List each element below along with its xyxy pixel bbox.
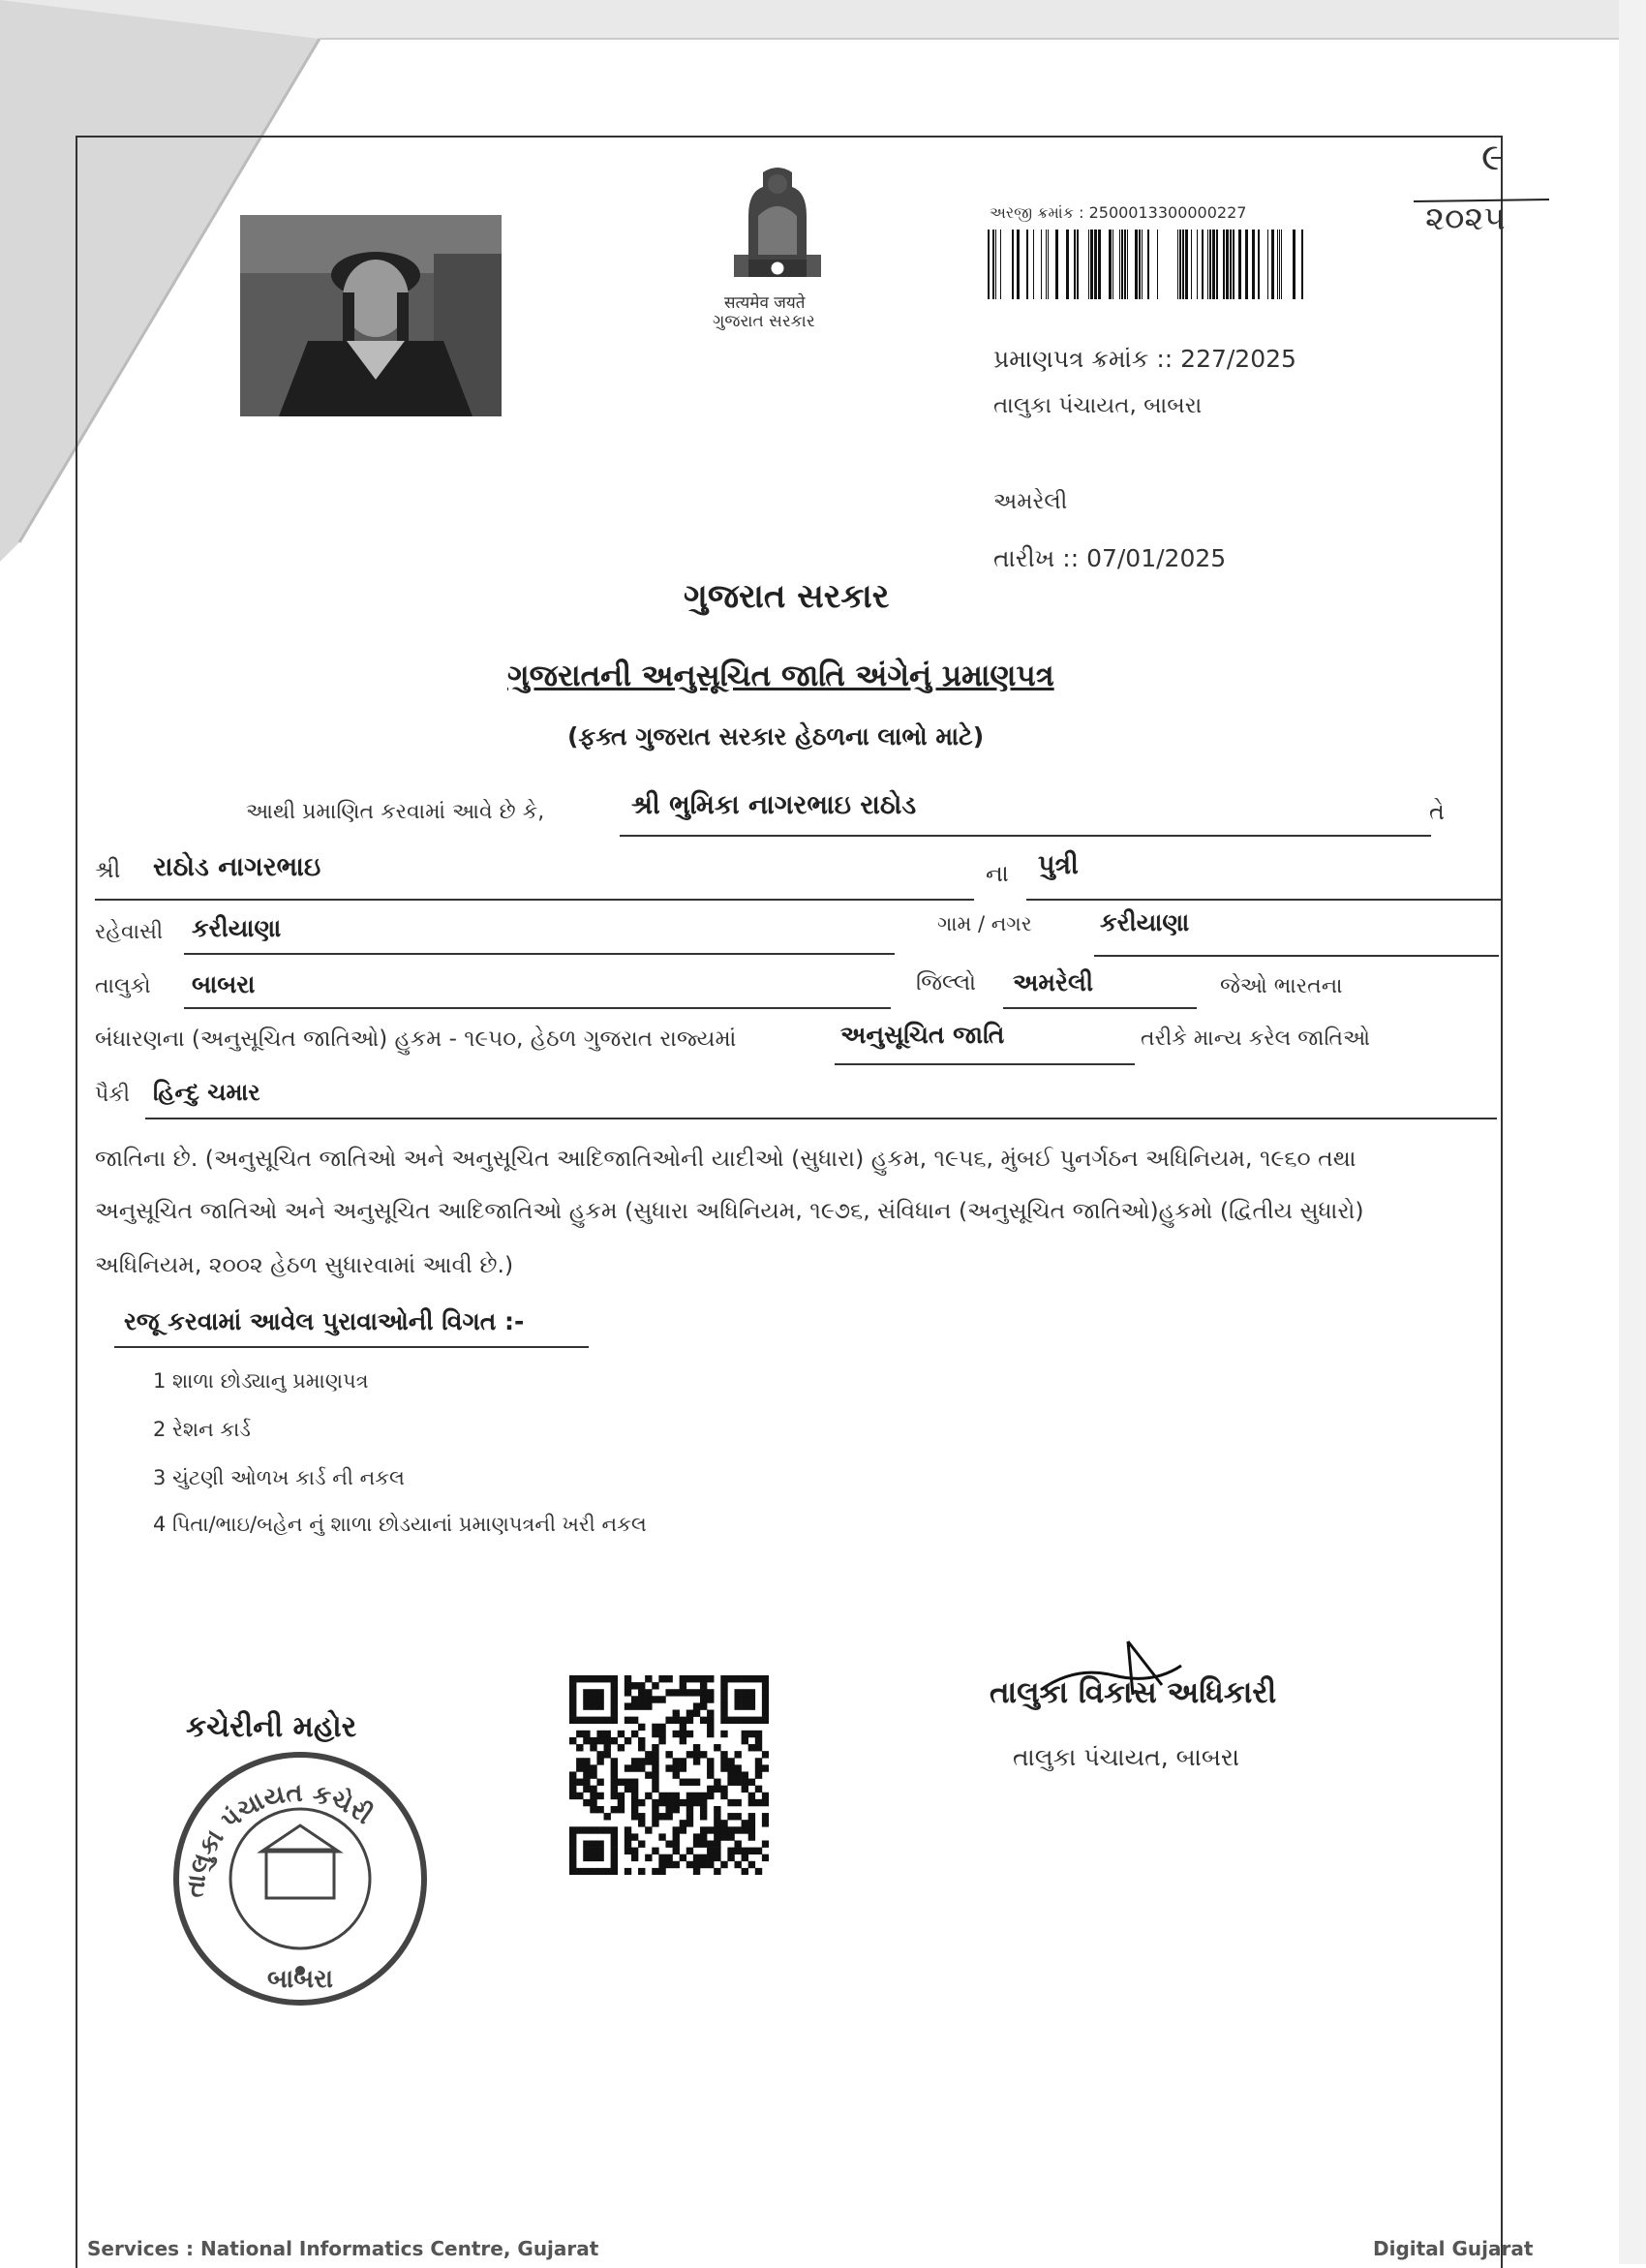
india-label: જેઓ ભારતના xyxy=(1220,974,1343,998)
issuing-office: તાલુકા પંચાયત, બાબરા xyxy=(993,393,1203,418)
district-field-label: જિલ્લો xyxy=(916,970,977,996)
resident-label: રહેવાસી xyxy=(95,920,164,944)
body-line-2: અનુસૂચિત જાતિઓ અને અનુસૂચિત આદિજાતિઓ હુકમ (સુધારા અધિનિયમ, ૧૯૭૬, સંવિધાન (અનુસૂચિત જાતિઓ)હુકમો (દ્વિતીય સુધારો) xyxy=(95,1197,1364,1224)
taluka-label: તાલુકો xyxy=(95,974,151,998)
category-value: અનુસૂચિત જાતિ xyxy=(840,1021,1005,1049)
qr-code xyxy=(569,1675,769,1875)
emblem-gov-label: ગુજરાત સરકાર xyxy=(713,312,815,331)
evidence-item: 3 ચુંટણી ઓળખ કાર્ડ ની નકલ xyxy=(153,1466,405,1489)
district-field-value: અમરેલી xyxy=(1013,968,1094,996)
holder-name: શ્રી ભુમિકા નાગરભાઇ રાઠોડ xyxy=(631,790,917,820)
constitution-text: બંધારણના (અનુસૂચિત જાતિઓ) હુકમ - ૧૯૫૦, હેઠળ ગુજરાત રાજ્યમાં xyxy=(95,1027,737,1052)
recognized-text: તરીકે માન્ય કરેલ જાતિઓ xyxy=(1141,1027,1370,1051)
body-line-3: અધિનિયમ, ૨૦૦૨ હેઠળ સુધારવામાં આવી છે.) xyxy=(95,1251,514,1278)
district-label: અમરેલી xyxy=(993,489,1068,514)
officer-title: તાલુકા વિકાસ અધિકારી xyxy=(990,1675,1277,1710)
taluka-value: બાબરા xyxy=(192,970,256,998)
certificate-title: ગુજરાતની અનુસૂચિત જાતિ અંગેનું પ્રમાણપત્ર xyxy=(507,659,1054,693)
resident-value: કરીયાણા xyxy=(192,914,282,942)
holder-suffix: તે xyxy=(1429,798,1445,825)
emblem-motto: सत्यमेव जयते xyxy=(724,293,806,313)
evidence-item: 4 પિતા/ભાઇ/બહેન નું શાળા છોડયાનાં પ્રમાણપત્રની ખરી નકલ xyxy=(153,1513,647,1536)
intro-label: આથી પ્રમાણિત કરવામાં આવે છે કે, xyxy=(246,800,545,824)
village-line xyxy=(1094,955,1499,957)
issue-date: તારીખ :: 07/01/2025 xyxy=(993,544,1227,572)
evidence-heading-line xyxy=(114,1346,589,1348)
caste-value: હિન્દુ ચમાર xyxy=(153,1079,260,1106)
category-line xyxy=(835,1063,1135,1065)
officer-office: તાલુકા પંચાયત, બાબરા xyxy=(1013,1743,1239,1771)
village-value: કરીયાણા xyxy=(1100,908,1190,936)
evidence-item: 2 રેશન કાર્ડ xyxy=(153,1418,251,1441)
holder-name-line xyxy=(620,835,1431,837)
caste-line xyxy=(145,1118,1497,1119)
certificate-number: પ્રમાણપત્ર ક્રમાંક :: 227/2025 xyxy=(993,345,1296,373)
evidence-heading: રજૂ કરવામાં આવેલ પુરાવાઓની વિગત :- xyxy=(124,1307,525,1335)
resident-line xyxy=(184,953,895,955)
barcode xyxy=(988,230,1307,299)
taluka-line xyxy=(184,1007,891,1009)
seal-text-outer: તાલુકા પંચાયત કચેરી xyxy=(180,1778,378,1899)
village-label: ગામ / નગર xyxy=(937,912,1032,935)
evidence-item: 1 શાળા છોડ્યાનુ પ્રમાણપત્ર xyxy=(153,1369,369,1393)
relation-line xyxy=(1026,899,1501,901)
office-seal xyxy=(155,1733,445,2014)
shri-label: શ્રી xyxy=(95,856,121,883)
na-label: ના xyxy=(986,860,1009,887)
applicant-photo xyxy=(240,215,502,416)
seal-caption: કચેરીની મહોર xyxy=(186,1710,357,1744)
parent-name-line xyxy=(95,899,974,901)
district-line xyxy=(1003,1007,1197,1009)
footer-right: Digital Gujarat xyxy=(1373,2237,1534,2260)
handwritten-year: ૨૦૨૫ xyxy=(1425,199,1506,238)
handwritten-number: ૯ xyxy=(1481,136,1504,178)
certificate-subtitle: (ફક્ત ગુજરાત સરકાર હેઠળના લાભો માટે) xyxy=(567,722,985,751)
government-title: ગુજરાત સરકાર xyxy=(684,577,890,616)
footer-left: Services : National Informatics Centre, Gujarat xyxy=(87,2237,599,2260)
among-label: પૈકી xyxy=(95,1083,131,1107)
parent-name: રાઠોડ નાગરભાઇ xyxy=(153,852,321,882)
body-line-1: જાતિના છે. (અનુસૂચિત જાતિઓ અને અનુસૂચિત આદિજાતિઓની યાદીઓ (સુધારા) હુકમ, ૧૯૫૬, મુંબઈ પુનર્ગઠન અધિનિયમ, ૧૯૬૦ તથા xyxy=(95,1145,1356,1172)
application-number: અરજી ક્રમાંક : 2500013300000227 xyxy=(990,203,1247,222)
seal-text-bottom: બાબરા xyxy=(267,1965,333,1994)
relation-value: પુત્રી xyxy=(1038,850,1079,880)
